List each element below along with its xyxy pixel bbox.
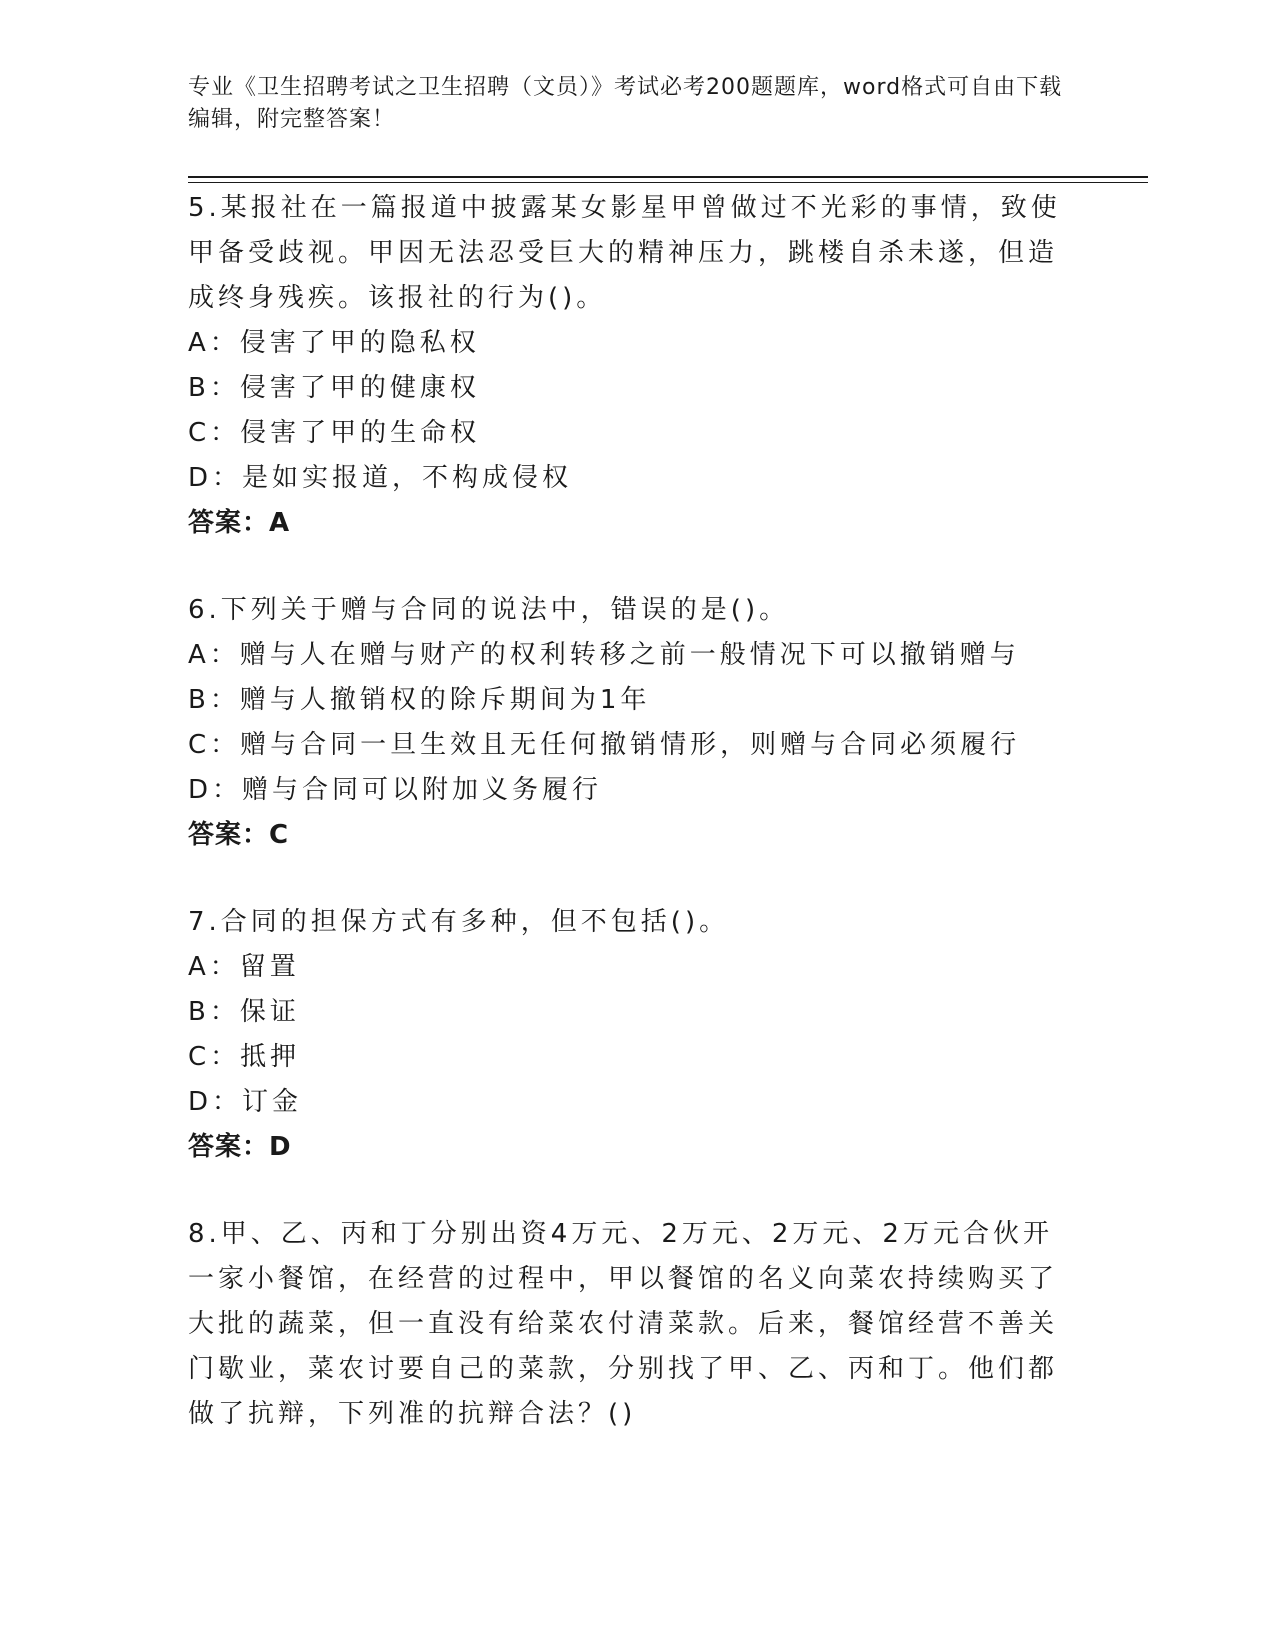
answer-label: 答案：A <box>188 508 291 538</box>
option-d: D：是如实报道，不构成侵权 <box>188 463 573 493</box>
option-a: A：留置 <box>188 952 300 982</box>
option-d: D：订金 <box>188 1087 303 1117</box>
option-c: C：侵害了甲的生命权 <box>188 418 481 448</box>
question-item <box>188 1212 1068 1437</box>
answer-label: 答案：D <box>188 1132 292 1162</box>
header-divider-thin <box>188 182 1148 183</box>
question-list <box>188 186 1068 1479</box>
question-stem: 6.下列关于赠与合同的说法中，错误的是()。 <box>188 595 790 625</box>
question-stem: 5.某报社在一篇报道中披露某女影星甲曾做过不光彩的事情，致使甲备受歧视。甲因无法忍受巨大的精神压力，跳楼自杀未遂，但造成终身残疾。该报社的行为()。 <box>188 193 1061 313</box>
page-header: 专业《卫生招聘考试之卫生招聘（文员）》考试必考200题题库，word格式可自由下载编辑，附完整答案！ <box>188 75 1063 132</box>
question-item <box>188 900 1068 1170</box>
question-item <box>188 186 1068 546</box>
option-a: A：赠与人在赠与财产的权利转移之前一般情况下可以撤销赠与 <box>188 640 1020 670</box>
option-b: B：赠与人撤销权的除斥期间为1年 <box>188 685 651 715</box>
option-b: B：保证 <box>188 997 300 1027</box>
option-d: D：赠与合同可以附加义务履行 <box>188 775 603 805</box>
option-a: A：侵害了甲的隐私权 <box>188 328 480 358</box>
question-stem: 7.合同的担保方式有多种，但不包括()。 <box>188 907 730 937</box>
question-stem: 8.甲、乙、丙和丁分别出资4万元、2万元、2万元、2万元合伙开一家小餐馆，在经营的过程中，甲以餐馆的名义向菜农持续购买了大批的蔬菜，但一直没有给菜农付清菜款。后来，餐馆经营不善关门歇业，菜农讨要自己的菜款，分别找了甲、乙、丙和丁。他们都做了抗辩，下列准的抗辩合法？() <box>188 1219 1059 1429</box>
header-divider-thick <box>188 176 1148 178</box>
question-item <box>188 588 1068 858</box>
answer-label: 答案：C <box>188 820 290 850</box>
option-b: B：侵害了甲的健康权 <box>188 373 480 403</box>
option-c: C：抵押 <box>188 1042 301 1072</box>
option-c: C：赠与合同一旦生效且无任何撤销情形，则赠与合同必须履行 <box>188 730 1021 760</box>
